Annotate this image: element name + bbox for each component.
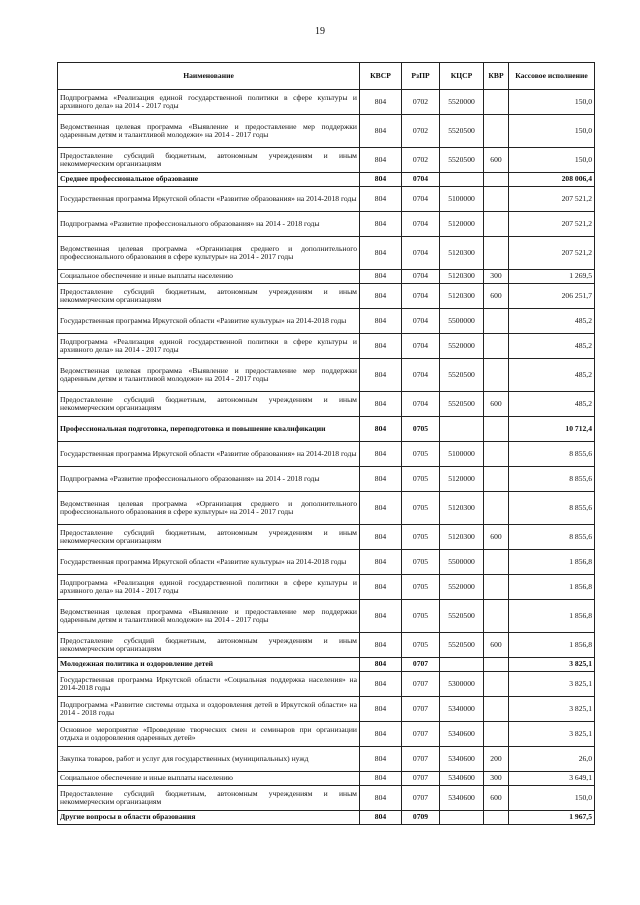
row-kcsr-cell xyxy=(440,658,484,672)
row-kvr-cell xyxy=(484,173,509,187)
row-name-cell: Закупка товаров, работ и услуг для государственных (муниципальных) нужд xyxy=(58,747,360,772)
row-kcsr-cell: 5340600 xyxy=(440,786,484,811)
table-row xyxy=(58,550,595,575)
row-kcsr-cell: 5520000 xyxy=(440,334,484,359)
row-kvr-cell xyxy=(484,697,509,722)
row-kcsr-cell: 5120300 xyxy=(440,237,484,270)
row-sum-cell: 150,0 xyxy=(509,786,595,811)
row-kvr-cell xyxy=(484,237,509,270)
row-kvsr-cell: 804 xyxy=(360,722,402,747)
row-kcsr-cell: 5520500 xyxy=(440,148,484,173)
table-row xyxy=(58,467,595,492)
row-kvr-cell: 600 xyxy=(484,148,509,173)
table-row xyxy=(58,90,595,115)
budget-execution-table xyxy=(57,62,595,825)
row-rzpr-cell: 0705 xyxy=(402,442,440,467)
row-rzpr-cell: 0707 xyxy=(402,658,440,672)
row-kvsr-cell: 804 xyxy=(360,772,402,786)
row-rzpr-cell: 0704 xyxy=(402,309,440,334)
table-row xyxy=(58,672,595,697)
row-rzpr-cell: 0707 xyxy=(402,747,440,772)
row-kcsr-cell: 5520500 xyxy=(440,359,484,392)
row-sum-cell: 8 855,6 xyxy=(509,525,595,550)
row-name-cell: Предоставление субсидий бюджетным, автономным учреждениям и иным некоммерческим организациям xyxy=(58,392,360,417)
row-kvsr-cell: 804 xyxy=(360,417,402,442)
row-kvr-cell: 600 xyxy=(484,525,509,550)
row-sum-cell: 485,2 xyxy=(509,309,595,334)
table-body xyxy=(58,90,595,825)
row-sum-cell: 206 251,7 xyxy=(509,284,595,309)
header-kvr: КВР xyxy=(484,63,509,90)
row-rzpr-cell: 0707 xyxy=(402,697,440,722)
row-name-cell: Основное мероприятие «Проведение творческих смен и семинаров при организации отдыха и оздоровления одаренных детей» xyxy=(58,722,360,747)
row-name-cell: Предоставление субсидий бюджетным, автономным учреждениям и иным некоммерческим организациям xyxy=(58,284,360,309)
table-row xyxy=(58,633,595,658)
row-kcsr-cell: 5120000 xyxy=(440,212,484,237)
row-rzpr-cell: 0707 xyxy=(402,786,440,811)
row-kvsr-cell: 804 xyxy=(360,334,402,359)
row-kcsr-cell: 5100000 xyxy=(440,187,484,212)
row-kcsr-cell: 5300000 xyxy=(440,672,484,697)
row-kvr-cell xyxy=(484,811,509,825)
row-kvr-cell xyxy=(484,658,509,672)
row-kvr-cell xyxy=(484,187,509,212)
row-kvr-cell xyxy=(484,334,509,359)
row-rzpr-cell: 0707 xyxy=(402,772,440,786)
row-kcsr-cell: 5520500 xyxy=(440,392,484,417)
header-kvsr: КВСР xyxy=(360,63,402,90)
row-rzpr-cell: 0707 xyxy=(402,722,440,747)
row-kvsr-cell: 804 xyxy=(360,492,402,525)
row-kvsr-cell: 804 xyxy=(360,284,402,309)
row-sum-cell: 8 855,6 xyxy=(509,492,595,525)
table-row xyxy=(58,575,595,600)
row-kvr-cell xyxy=(484,212,509,237)
row-sum-cell: 207 521,2 xyxy=(509,187,595,212)
table-row xyxy=(58,173,595,187)
row-name-cell: Предоставление субсидий бюджетным, автономным учреждениям и иным некоммерческим организациям xyxy=(58,786,360,811)
row-rzpr-cell: 0704 xyxy=(402,212,440,237)
row-sum-cell: 3 649,1 xyxy=(509,772,595,786)
row-rzpr-cell: 0705 xyxy=(402,467,440,492)
row-sum-cell: 8 855,6 xyxy=(509,442,595,467)
row-kvr-cell xyxy=(484,359,509,392)
row-kvsr-cell: 804 xyxy=(360,270,402,284)
row-sum-cell: 1 967,5 xyxy=(509,811,595,825)
row-rzpr-cell: 0705 xyxy=(402,575,440,600)
row-name-cell: Подпрограмма «Развитие профессионального образования» на 2014 - 2018 годы xyxy=(58,467,360,492)
row-rzpr-cell: 0702 xyxy=(402,90,440,115)
row-kcsr-cell: 5340600 xyxy=(440,747,484,772)
row-rzpr-cell: 0705 xyxy=(402,492,440,525)
row-kvr-cell: 600 xyxy=(484,392,509,417)
row-name-cell: Ведомственная целевая программа «Организация среднего и дополнительного профессионального образования в сфере культуры» на 2014 - 2017 годы xyxy=(58,492,360,525)
row-name-cell: Предоставление субсидий бюджетным, автономным учреждениям и иным некоммерческим организациям xyxy=(58,148,360,173)
row-name-cell: Ведомственная целевая программа «Выявление и предоставление мер поддержки одаренным детям и талантливой молодежи» на 2014 - 2017 годы xyxy=(58,115,360,148)
row-kvr-cell xyxy=(484,309,509,334)
row-kvsr-cell: 804 xyxy=(360,672,402,697)
row-kvsr-cell: 804 xyxy=(360,148,402,173)
table-row xyxy=(58,115,595,148)
row-sum-cell: 485,2 xyxy=(509,392,595,417)
row-name-cell: Подпрограмма «Реализация единой государственной политики в сфере культуры и архивного дела» на 2014 - 2017 годы xyxy=(58,90,360,115)
row-kvsr-cell: 804 xyxy=(360,309,402,334)
row-kvsr-cell: 804 xyxy=(360,633,402,658)
table-row xyxy=(58,811,595,825)
row-rzpr-cell: 0702 xyxy=(402,148,440,173)
row-name-cell: Ведомственная целевая программа «Организация среднего и дополнительного профессионального образования в сфере культуры» на 2014 - 2017 годы xyxy=(58,237,360,270)
row-kcsr-cell: 5120300 xyxy=(440,284,484,309)
row-sum-cell: 3 825,1 xyxy=(509,658,595,672)
row-sum-cell: 150,0 xyxy=(509,115,595,148)
row-rzpr-cell: 0704 xyxy=(402,284,440,309)
row-kvr-cell xyxy=(484,600,509,633)
table-row xyxy=(58,270,595,284)
table-row xyxy=(58,284,595,309)
row-sum-cell: 207 521,2 xyxy=(509,237,595,270)
row-kvr-cell xyxy=(484,492,509,525)
row-kvsr-cell: 804 xyxy=(360,600,402,633)
row-kcsr-cell: 5520500 xyxy=(440,633,484,658)
row-kcsr-cell: 5500000 xyxy=(440,550,484,575)
table-row xyxy=(58,525,595,550)
page-number: 19 xyxy=(315,26,325,37)
table-row xyxy=(58,722,595,747)
row-rzpr-cell: 0705 xyxy=(402,550,440,575)
row-kcsr-cell: 5120300 xyxy=(440,525,484,550)
row-kvr-cell xyxy=(484,442,509,467)
row-sum-cell: 208 006,4 xyxy=(509,173,595,187)
row-kvsr-cell: 804 xyxy=(360,467,402,492)
row-kvsr-cell: 804 xyxy=(360,187,402,212)
row-name-cell: Социальное обеспечение и иные выплаты населению xyxy=(58,270,360,284)
table-row xyxy=(58,697,595,722)
row-kvsr-cell: 804 xyxy=(360,90,402,115)
row-kcsr-cell: 5340600 xyxy=(440,722,484,747)
table-row xyxy=(58,658,595,672)
row-rzpr-cell: 0704 xyxy=(402,237,440,270)
row-kvsr-cell: 804 xyxy=(360,697,402,722)
row-kcsr-cell: 5120300 xyxy=(440,492,484,525)
row-kcsr-cell: 5520500 xyxy=(440,115,484,148)
row-sum-cell: 1 856,8 xyxy=(509,550,595,575)
row-sum-cell: 1 856,8 xyxy=(509,575,595,600)
row-kvsr-cell: 804 xyxy=(360,747,402,772)
row-name-cell: Государственная программа Иркутской области «Развитие культуры» на 2014-2018 годы xyxy=(58,309,360,334)
row-kvsr-cell: 804 xyxy=(360,811,402,825)
row-rzpr-cell: 0704 xyxy=(402,334,440,359)
row-name-cell: Государственная программа Иркутской области «Развитие образования» на 2014-2018 годы xyxy=(58,442,360,467)
row-name-cell: Молодежная политика и оздоровление детей xyxy=(58,658,360,672)
row-kcsr-cell: 5520000 xyxy=(440,575,484,600)
row-kvsr-cell: 804 xyxy=(360,173,402,187)
table-row xyxy=(58,747,595,772)
row-rzpr-cell: 0704 xyxy=(402,392,440,417)
row-rzpr-cell: 0705 xyxy=(402,633,440,658)
row-kvr-cell xyxy=(484,722,509,747)
row-rzpr-cell: 0704 xyxy=(402,359,440,392)
row-kvsr-cell: 804 xyxy=(360,359,402,392)
row-kcsr-cell: 5520000 xyxy=(440,90,484,115)
row-rzpr-cell: 0705 xyxy=(402,417,440,442)
row-kvsr-cell: 804 xyxy=(360,525,402,550)
row-sum-cell: 8 855,6 xyxy=(509,467,595,492)
row-rzpr-cell: 0707 xyxy=(402,672,440,697)
table-row xyxy=(58,187,595,212)
row-sum-cell: 3 825,1 xyxy=(509,722,595,747)
row-rzpr-cell: 0705 xyxy=(402,600,440,633)
row-sum-cell: 485,2 xyxy=(509,334,595,359)
row-name-cell: Ведомственная целевая программа «Выявление и предоставление мер поддержки одаренным детям и талантливой молодежи» на 2014 - 2017 годы xyxy=(58,600,360,633)
row-sum-cell: 485,2 xyxy=(509,359,595,392)
row-kcsr-cell: 5120000 xyxy=(440,467,484,492)
row-name-cell: Среднее профессиональное образование xyxy=(58,173,360,187)
row-sum-cell: 10 712,4 xyxy=(509,417,595,442)
row-sum-cell: 1 856,8 xyxy=(509,600,595,633)
table-row xyxy=(58,417,595,442)
header-name: Наименование xyxy=(58,63,360,90)
row-kcsr-cell: 5100000 xyxy=(440,442,484,467)
row-kvr-cell xyxy=(484,550,509,575)
table-row xyxy=(58,359,595,392)
row-kvr-cell xyxy=(484,672,509,697)
header-sum: Кассовое исполнение xyxy=(509,63,595,90)
row-name-cell: Государственная программа Иркутской области «Развитие культуры» на 2014-2018 годы xyxy=(58,550,360,575)
row-sum-cell: 207 521,2 xyxy=(509,212,595,237)
row-rzpr-cell: 0702 xyxy=(402,115,440,148)
row-name-cell: Социальное обеспечение и иные выплаты населению xyxy=(58,772,360,786)
row-sum-cell: 3 825,1 xyxy=(509,697,595,722)
row-sum-cell: 1 269,5 xyxy=(509,270,595,284)
row-kvr-cell: 300 xyxy=(484,772,509,786)
row-kvr-cell: 600 xyxy=(484,633,509,658)
row-sum-cell: 150,0 xyxy=(509,90,595,115)
row-kvr-cell: 600 xyxy=(484,786,509,811)
row-kvsr-cell: 804 xyxy=(360,550,402,575)
row-kvr-cell xyxy=(484,90,509,115)
row-name-cell: Подпрограмма «Развитие профессионального образования» на 2014 - 2018 годы xyxy=(58,212,360,237)
row-kvr-cell xyxy=(484,417,509,442)
row-kvsr-cell: 804 xyxy=(360,442,402,467)
table-row xyxy=(58,442,595,467)
row-kcsr-cell: 5340000 xyxy=(440,697,484,722)
row-kvsr-cell: 804 xyxy=(360,658,402,672)
row-sum-cell: 3 825,1 xyxy=(509,672,595,697)
table-row xyxy=(58,786,595,811)
table-header-row xyxy=(58,63,595,90)
row-kvsr-cell: 804 xyxy=(360,392,402,417)
header-rzpr: РзПР xyxy=(402,63,440,90)
row-sum-cell: 150,0 xyxy=(509,148,595,173)
row-kvr-cell xyxy=(484,575,509,600)
row-name-cell: Подпрограмма «Реализация единой государственной политики в сфере культуры и архивного дела» на 2014 - 2017 годы xyxy=(58,334,360,359)
table-row xyxy=(58,309,595,334)
row-name-cell: Ведомственная целевая программа «Выявление и предоставление мер поддержки одаренным детям и талантливой молодежи» на 2014 - 2017 годы xyxy=(58,359,360,392)
table-row xyxy=(58,600,595,633)
row-kvsr-cell: 804 xyxy=(360,115,402,148)
row-name-cell: Подпрограмма «Реализация единой государственной политики в сфере культуры и архивного дела» на 2014 - 2017 годы xyxy=(58,575,360,600)
row-kvsr-cell: 804 xyxy=(360,786,402,811)
row-name-cell: Подпрограмма «Развитие системы отдыха и оздоровления детей в Иркутской области» на 2014 - 2018 годы xyxy=(58,697,360,722)
row-kcsr-cell: 5500000 xyxy=(440,309,484,334)
row-name-cell: Профессиональная подготовка, переподготовка и повышение квалификации xyxy=(58,417,360,442)
row-kvr-cell: 600 xyxy=(484,284,509,309)
table-row xyxy=(58,392,595,417)
row-rzpr-cell: 0709 xyxy=(402,811,440,825)
row-name-cell: Предоставление субсидий бюджетным, автономным учреждениям и иным некоммерческим организациям xyxy=(58,525,360,550)
table-row xyxy=(58,772,595,786)
row-name-cell: Предоставление субсидий бюджетным, автономным учреждениям и иным некоммерческим организациям xyxy=(58,633,360,658)
header-kcsr: КЦСР xyxy=(440,63,484,90)
table-row xyxy=(58,212,595,237)
row-kvr-cell: 200 xyxy=(484,747,509,772)
row-name-cell: Другие вопросы в области образования xyxy=(58,811,360,825)
row-rzpr-cell: 0704 xyxy=(402,173,440,187)
row-kcsr-cell xyxy=(440,417,484,442)
row-rzpr-cell: 0704 xyxy=(402,187,440,212)
row-name-cell: Государственная программа Иркутской области «Социальная поддержка населения» на 2014-2018 годы xyxy=(58,672,360,697)
row-rzpr-cell: 0704 xyxy=(402,270,440,284)
row-name-cell: Государственная программа Иркутской области «Развитие образования» на 2014-2018 годы xyxy=(58,187,360,212)
row-kvr-cell: 300 xyxy=(484,270,509,284)
row-kcsr-cell: 5520500 xyxy=(440,600,484,633)
row-kcsr-cell: 5120300 xyxy=(440,270,484,284)
row-sum-cell: 26,0 xyxy=(509,747,595,772)
row-kvsr-cell: 804 xyxy=(360,575,402,600)
table-row xyxy=(58,492,595,525)
row-kcsr-cell: 5340600 xyxy=(440,772,484,786)
row-kvsr-cell: 804 xyxy=(360,212,402,237)
row-kvr-cell xyxy=(484,467,509,492)
row-kvr-cell xyxy=(484,115,509,148)
row-rzpr-cell: 0705 xyxy=(402,525,440,550)
row-kvsr-cell: 804 xyxy=(360,237,402,270)
row-kcsr-cell xyxy=(440,811,484,825)
table-row xyxy=(58,334,595,359)
table-row xyxy=(58,237,595,270)
row-kcsr-cell xyxy=(440,173,484,187)
row-sum-cell: 1 856,8 xyxy=(509,633,595,658)
table-row xyxy=(58,148,595,173)
